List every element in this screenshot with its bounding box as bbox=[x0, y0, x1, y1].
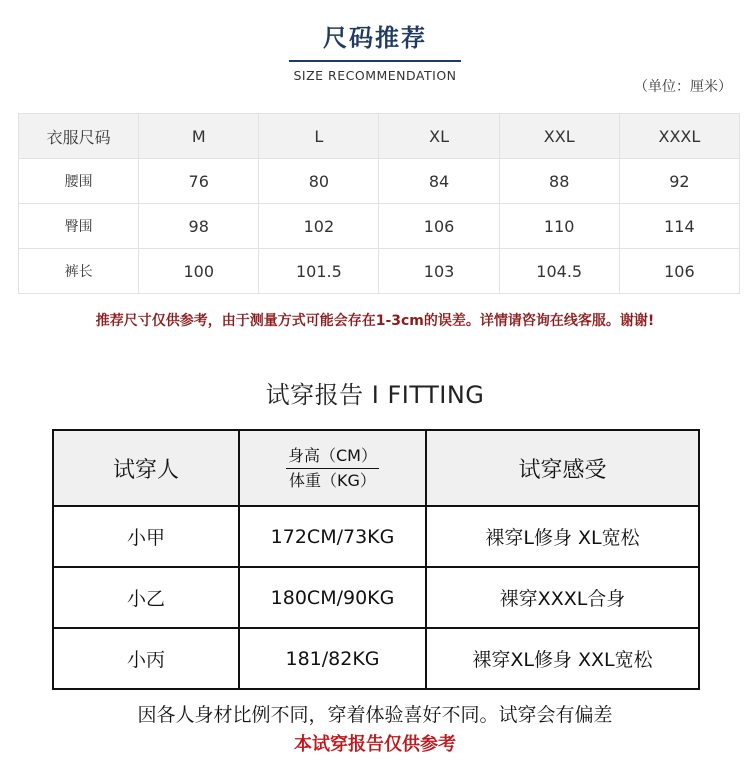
size-header-cell: XXXL bbox=[619, 114, 739, 159]
size-cell: 88 bbox=[499, 159, 619, 204]
table-row bbox=[19, 249, 740, 294]
size-cell: 92 bbox=[619, 159, 739, 204]
table-row bbox=[53, 567, 699, 628]
size-cell: 106 bbox=[379, 204, 499, 249]
row-label: 裤长 bbox=[19, 249, 139, 294]
fitting-table bbox=[52, 429, 700, 690]
size-table-header-row bbox=[19, 114, 740, 159]
fitting-header-row bbox=[53, 430, 699, 506]
size-cell: 76 bbox=[139, 159, 259, 204]
person-header: 试穿人 bbox=[53, 430, 239, 506]
row-label: 腰围 bbox=[19, 159, 139, 204]
table-row bbox=[19, 159, 740, 204]
person-cell: 小乙 bbox=[53, 567, 239, 628]
size-header-cell: 衣服尺码 bbox=[19, 114, 139, 159]
size-header-cell: XL bbox=[379, 114, 499, 159]
person-cell: 小甲 bbox=[53, 506, 239, 567]
fitting-disclaimer: 因各人身材比例不同，穿着体验喜好不同。试穿会有偏差 bbox=[137, 704, 613, 726]
size-cell: 100 bbox=[139, 249, 259, 294]
height-header: 身高（CM） bbox=[286, 445, 379, 469]
table-row bbox=[19, 204, 740, 249]
feel-cell: 裸穿L修身 XL宽松 bbox=[426, 506, 699, 567]
size-cell: 101.5 bbox=[259, 249, 379, 294]
size-cell: 98 bbox=[139, 204, 259, 249]
size-cell: 104.5 bbox=[499, 249, 619, 294]
page-subtitle: SIZE RECOMMENDATION bbox=[293, 68, 457, 83]
size-header-cell: M bbox=[139, 114, 259, 159]
size-header-cell: L bbox=[259, 114, 379, 159]
height-weight-header bbox=[239, 430, 426, 506]
unit-label: （单位：厘米） bbox=[634, 79, 732, 95]
row-label: 臀围 bbox=[19, 204, 139, 249]
feel-cell: 裸穿XXXL合身 bbox=[426, 567, 699, 628]
feel-header: 试穿感受 bbox=[426, 430, 699, 506]
size-cell: 80 bbox=[259, 159, 379, 204]
table-row bbox=[53, 628, 699, 689]
size-header-cell: XXL bbox=[499, 114, 619, 159]
size-note: 推荐尺寸仅供参考，由于测量方式可能会存在1-3cm的误差。详情请咨询在线客服。谢谢! bbox=[95, 313, 655, 329]
weight-header: 体重（KG） bbox=[289, 470, 376, 490]
height-weight-cell: 180CM/90KG bbox=[239, 567, 426, 628]
size-cell: 110 bbox=[499, 204, 619, 249]
fitting-title: 试穿报告 I FITTING bbox=[265, 381, 485, 409]
size-cell: 114 bbox=[619, 204, 739, 249]
person-cell: 小丙 bbox=[53, 628, 239, 689]
height-weight-cell: 181/82KG bbox=[239, 628, 426, 689]
size-table bbox=[18, 113, 740, 294]
size-cell: 84 bbox=[379, 159, 499, 204]
feel-cell: 裸穿XL修身 XXL宽松 bbox=[426, 628, 699, 689]
fitting-reference-note: 本试穿报告仅供参考 bbox=[294, 734, 456, 755]
title-block bbox=[0, 18, 750, 83]
table-row bbox=[53, 506, 699, 567]
height-weight-split bbox=[286, 445, 379, 492]
page-title: 尺码推荐 bbox=[323, 24, 427, 52]
size-cell: 103 bbox=[379, 249, 499, 294]
height-weight-cell: 172CM/73KG bbox=[239, 506, 426, 567]
title-underline bbox=[289, 60, 461, 62]
size-cell: 102 bbox=[259, 204, 379, 249]
size-cell: 106 bbox=[619, 249, 739, 294]
